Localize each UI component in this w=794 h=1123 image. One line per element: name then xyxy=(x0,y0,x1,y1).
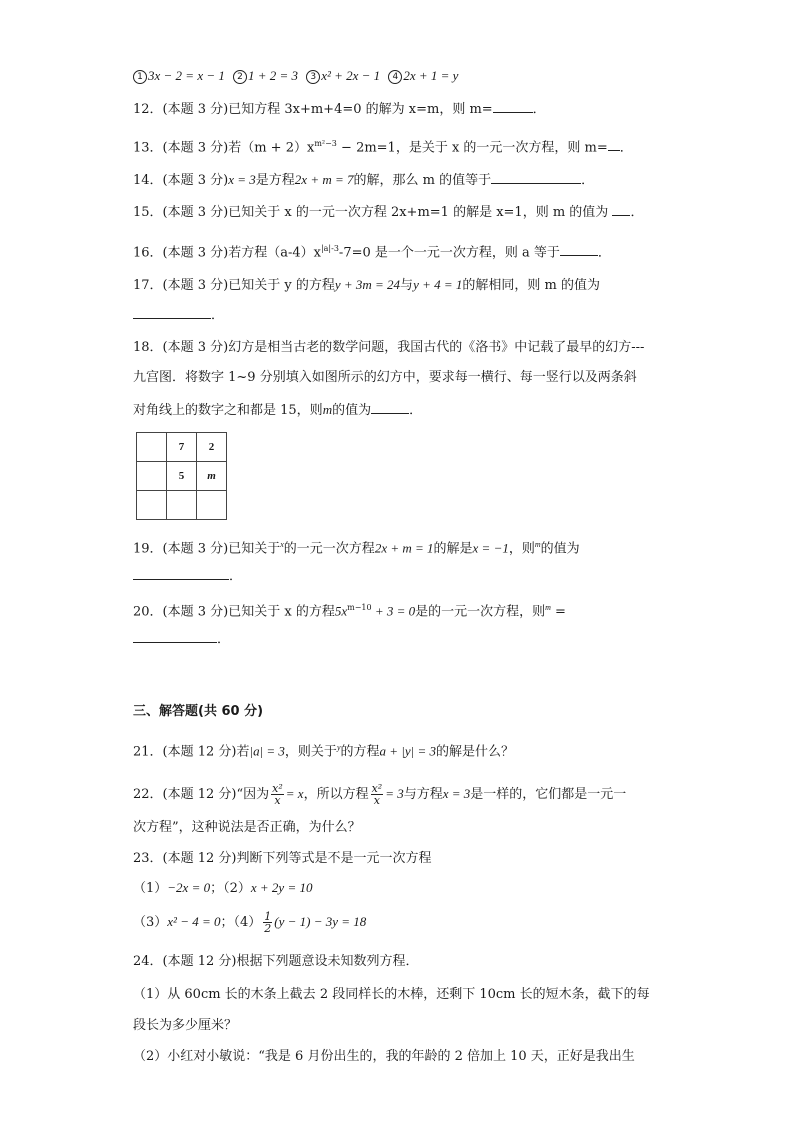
numerator: 1 xyxy=(264,910,272,923)
question-text: 对角线上的数字之和都是 15，则 xyxy=(133,403,323,418)
variable: m xyxy=(545,603,551,612)
equation: + 3 = 0 xyxy=(371,603,416,619)
punctuation: ． xyxy=(581,173,595,188)
question-text: 13．(本题 3 分)若（m + 2）x xyxy=(133,140,315,156)
punctuation: ． xyxy=(211,308,225,323)
question-text: 次方程”，这种说法是否正确，为什么？ xyxy=(133,820,361,835)
question-15 xyxy=(133,203,643,222)
question-text: 的解是 xyxy=(433,541,473,557)
equation: |a| = 3 xyxy=(249,743,285,759)
fraction xyxy=(271,783,284,806)
fraction xyxy=(371,783,384,806)
equation: 2x + m = 1 xyxy=(374,540,434,556)
grid-cell: 2 xyxy=(197,433,227,462)
grid-cell xyxy=(137,433,167,462)
grid-cell xyxy=(137,462,167,491)
question-text: 17．(本题 3 分)已知关于 y 的方程 xyxy=(133,278,335,293)
answer-blank[interactable] xyxy=(560,243,598,256)
question-text: （1）从 60cm 长的木条上截去 2 段同样长的木棒，还剩下 10cm 长的短木条，截下的每 xyxy=(133,987,650,1002)
answer-blank[interactable] xyxy=(491,171,581,184)
question-text: 段长为多少厘米？ xyxy=(133,1018,238,1033)
magic-square-grid xyxy=(136,432,227,520)
answer-blank[interactable] xyxy=(133,306,211,319)
option-3: x² + 2x − 1 xyxy=(321,68,381,83)
punctuation: ． xyxy=(229,569,243,584)
question-23-items-2 xyxy=(133,909,366,936)
answer-blank[interactable] xyxy=(608,138,620,151)
grid-cell xyxy=(197,491,227,520)
punctuation: ． xyxy=(217,632,231,647)
punctuation: ． xyxy=(409,403,423,418)
item-number: ；（4） xyxy=(220,915,262,930)
question-text: 24．(本题 12 分)根据下列题意设未知数列方程． xyxy=(133,954,419,969)
equation: 5x xyxy=(334,603,348,619)
q11-options xyxy=(133,67,458,86)
question-text: 的解相同，则 m 的值为 xyxy=(462,278,600,293)
question-19 xyxy=(133,536,580,558)
question-16 xyxy=(133,240,611,262)
question-text: 的解是什么？ xyxy=(435,744,514,760)
grid-cell: m xyxy=(197,462,227,491)
variable: m xyxy=(534,540,541,549)
answer-blank[interactable] xyxy=(612,203,630,216)
question-12 xyxy=(133,100,546,119)
option-marker: 4 xyxy=(388,70,402,84)
equation: x + 2y = 10 xyxy=(250,880,313,895)
exponent: |a|-3 xyxy=(320,244,339,253)
question-19-answer xyxy=(133,567,242,586)
question-21 xyxy=(133,739,514,761)
answer-blank[interactable] xyxy=(493,100,533,113)
question-text: -7=0 是一个一元一次方程，则 a 等于 xyxy=(338,245,560,261)
question-text: 的一元一次方程 xyxy=(283,541,375,557)
question-text: 与 xyxy=(400,278,414,293)
item-number: ；（2） xyxy=(210,881,251,896)
denominator: x xyxy=(274,794,281,807)
denominator: x xyxy=(373,794,380,807)
equation: −2x = 0 xyxy=(167,880,211,895)
question-text: 与方程 xyxy=(403,787,443,802)
punctuation: ． xyxy=(597,245,611,261)
numerator: x² xyxy=(272,782,283,795)
equation: x = 3 xyxy=(442,786,471,801)
question-20-answer xyxy=(133,630,230,649)
question-20 xyxy=(133,599,566,621)
question-18-line-3 xyxy=(133,401,422,420)
question-text: 23．(本题 12 分)判断下列等式是不是一元一次方程 xyxy=(133,851,432,866)
question-text: 的值为 xyxy=(540,541,580,557)
grid-cell xyxy=(167,491,197,520)
equation: x = 3 xyxy=(228,172,256,187)
exponent: m²−3 xyxy=(314,139,337,148)
equation: (y − 1) − 3y = 18 xyxy=(274,914,367,929)
equation: y + 4 = 1 xyxy=(413,277,463,292)
question-text: 21．(本题 12 分)若 xyxy=(133,744,250,760)
question-text: ，则关于 xyxy=(284,744,337,760)
equation: = 3 xyxy=(385,786,404,801)
equation: x² − 4 = 0 xyxy=(167,914,221,929)
question-text: 是的一元一次方程，则 xyxy=(415,604,546,620)
question-23-items-1 xyxy=(133,879,312,898)
question-text: 是方程 xyxy=(255,173,295,188)
equation: y + 3m = 24 xyxy=(334,277,401,292)
equation: a + |y| = 3 xyxy=(379,743,436,759)
grid-cell xyxy=(137,491,167,520)
question-18-line-2 xyxy=(133,369,637,387)
punctuation: ． xyxy=(619,140,633,156)
question-22-line-2 xyxy=(133,819,361,837)
question-text: ，则 xyxy=(508,541,535,557)
equation: 2x + m = 7 xyxy=(294,172,354,187)
question-text: 12．(本题 3 分)已知方程 3x+m+4=0 的解为 x=m，则 m= xyxy=(133,102,493,117)
question-14 xyxy=(133,171,594,190)
question-17-answer xyxy=(133,306,224,325)
punctuation: ． xyxy=(532,102,546,117)
question-text: 18．(本题 3 分)幻方是相当古老的数学问题，我国古代的《洛书》中记载了最早的幻方--- xyxy=(133,340,645,355)
question-text: 22．(本题 12 分)“因为 xyxy=(133,787,270,802)
answer-blank[interactable] xyxy=(133,630,217,643)
numerator: x² xyxy=(371,782,383,795)
question-17 xyxy=(133,276,600,295)
option-2: 1 + 2 = 3 xyxy=(248,68,299,83)
option-marker: 3 xyxy=(306,70,320,84)
question-text: 的方程 xyxy=(340,744,380,760)
denominator: 2 xyxy=(264,922,272,935)
question-22 xyxy=(133,781,626,808)
question-23 xyxy=(133,850,432,868)
question-text: 16．(本题 3 分)若方程（a-4）x xyxy=(133,245,321,261)
question-24-part-1-cont xyxy=(133,1017,237,1035)
question-text: ，所以方程 xyxy=(303,787,369,802)
option-marker: 1 xyxy=(133,70,147,84)
item-number: （1） xyxy=(133,881,168,896)
question-text: 19．(本题 3 分)已知关于 xyxy=(133,541,281,557)
question-text: 九宫图．将数字 1~9 分别填入如图所示的幻方中，要求每一横行、每一竖行以及两条斜 xyxy=(133,370,637,385)
equation: = x xyxy=(285,786,304,801)
item-number: （3） xyxy=(133,915,168,930)
question-text: 是一样的，它们都是一元一 xyxy=(470,787,627,802)
question-13 xyxy=(133,135,633,157)
variable: y xyxy=(336,743,341,752)
variable: m xyxy=(322,402,333,417)
fraction xyxy=(263,911,272,934)
equation: x = −1 xyxy=(472,540,509,556)
answer-blank[interactable] xyxy=(133,567,229,580)
question-text: 14．(本题 3 分) xyxy=(133,173,229,188)
question-24-part-2 xyxy=(133,1048,635,1066)
punctuation: ． xyxy=(630,205,644,220)
question-24 xyxy=(133,953,419,971)
option-1: 3x − 2 = x − 1 xyxy=(148,68,225,83)
question-24-part-1 xyxy=(133,986,650,1004)
question-text: 20．(本题 3 分)已知关于 x 的方程 xyxy=(133,604,335,620)
question-18-line-1 xyxy=(133,339,644,357)
question-text: 的值为 xyxy=(332,403,372,418)
question-text: − 2m=1，是关于 x 的一元一次方程，则 m= xyxy=(336,140,608,156)
variable: x xyxy=(280,540,284,549)
question-text: 15．(本题 3 分)已知关于 x 的一元一次方程 2x+m=1 的解是 x=1，则 m 的值为 xyxy=(133,205,609,220)
answer-blank[interactable] xyxy=(371,401,409,414)
question-text: 的解，那么 m 的值等于 xyxy=(353,173,492,188)
section-heading: 三、解答题(共 60 分) xyxy=(133,704,264,719)
exponent: m−10 xyxy=(347,603,372,612)
option-marker: 2 xyxy=(233,70,247,84)
option-4: 2x + 1 = y xyxy=(403,68,459,83)
grid-cell: 5 xyxy=(167,462,197,491)
question-text: = xyxy=(550,604,566,620)
question-text: （2）小红对小敏说：“我是 6 月份出生的，我的年龄的 2 倍加上 10 天，正好是我出生 xyxy=(133,1049,635,1064)
grid-cell: 7 xyxy=(167,433,197,462)
